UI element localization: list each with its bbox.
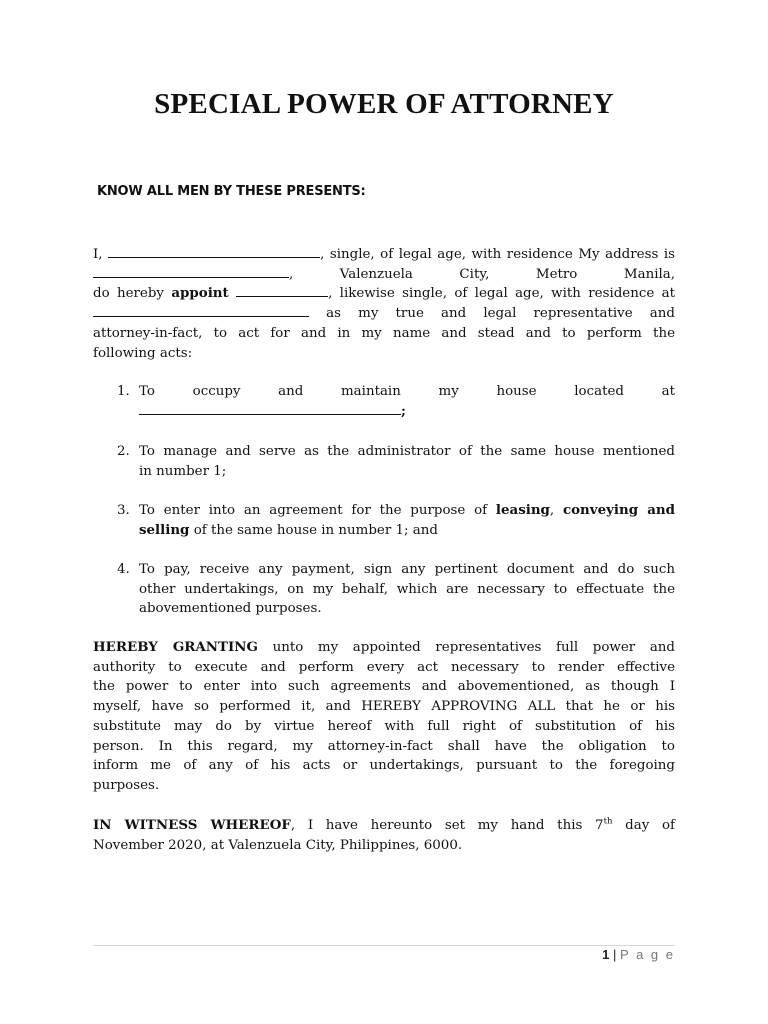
principal-address-blank	[93, 265, 289, 278]
granting-keyword: HEREBY GRANTING	[93, 639, 258, 655]
agent-address-blank	[93, 304, 309, 317]
house-address-blank	[139, 402, 401, 415]
page-footer	[602, 947, 675, 962]
footer-divider	[93, 945, 675, 946]
intro-paragraph	[93, 245, 675, 363]
granting-paragraph: HEREBY GRANTING unto my appointed representatives full power and authority to execute and perform every act necessary to render effective the power to enter into such agreements and abovementioned, as though I myself, have so performed it, and HEREBY APPROVING ALL that he or his substitute may do by virtue hereof with full right of substitution of his person. In this regard, my attorney-in-fact shall have the obligation to inform me of any of his acts or undertakings, pursuant to the foregoing purposes.	[93, 639, 676, 793]
document-page: SPECIAL POWER OF ATTORNEY KNOW ALL MEN BY THESE PRESENTS: I, , single, of legal age, with residence My address is , Valenzuela City, Metro Manila, do hereby appoint , likewise single, of legal age, with residence at as my true and legal representative and attorney-in-fact, to act for and in my name and stead and to perform the following acts: 1. To occupy and maintain my house located at ; 2. To manage and serve as the administrator of the same house mentioned in number 1; 3. To enter into an agreement for the purpose of leasing, conveying and selling of the same house in number 1; and 4. To pay, receive any payment, sign any pertinent document and do such other undertakings, on my behalf, which are necessary to effectuate the abovementioned purposes. HEREBY GRANTING unto my appointed representatives full power and authority to execute and perform every act necessary to render effective the power to enter into such agreements and abovementioned, as though I myself, have so performed it, and HEREBY APPROVING ALL that he or his substitute may do by virtue hereof with full right of substitution of his person. In this regard, my attorney-in-fact shall have the obligation to inform me of any of his acts or undertakings, pursuant to the foregoing purposes. IN WITNESS WHEREOF, I have hereunto set my hand this 7th day of November 2020, at Valenzuela City, Philippines, 6000. 1 | P a g e	[0, 0, 768, 1024]
appoint-keyword: appoint	[171, 285, 229, 302]
intro-line: , Valenzuela City, Metro Manila,	[93, 265, 675, 285]
page-label: P a g e	[620, 947, 675, 962]
footer-separator: |	[613, 947, 617, 962]
witness-keyword: IN WITNESS WHEREOF	[93, 817, 291, 833]
witness-paragraph: IN WITNESS WHEREOF, I have hereunto set my hand this 7th day of November 2020, at Valenzuela City, Philippines, 6000.	[93, 816, 675, 853]
preamble-heading: KNOW ALL MEN BY THESE PRESENTS:	[97, 184, 366, 199]
page-number: 1	[602, 947, 610, 962]
principal-name-blank	[108, 245, 320, 258]
document-title: SPECIAL POWER OF ATTORNEY	[154, 88, 614, 120]
intro-line: do hereby appoint , likewise single, of legal age, with residence at	[93, 285, 675, 302]
agent-name-blank	[236, 284, 328, 297]
intro-line: attorney-in-fact, to act for and in my name and stead and to perform the	[93, 325, 675, 341]
intro-line: I, , single, of legal age, with residence My address is	[93, 247, 675, 262]
intro-line: following acts:	[93, 345, 193, 361]
intro-line: as my true and legal representative and	[93, 304, 675, 324]
